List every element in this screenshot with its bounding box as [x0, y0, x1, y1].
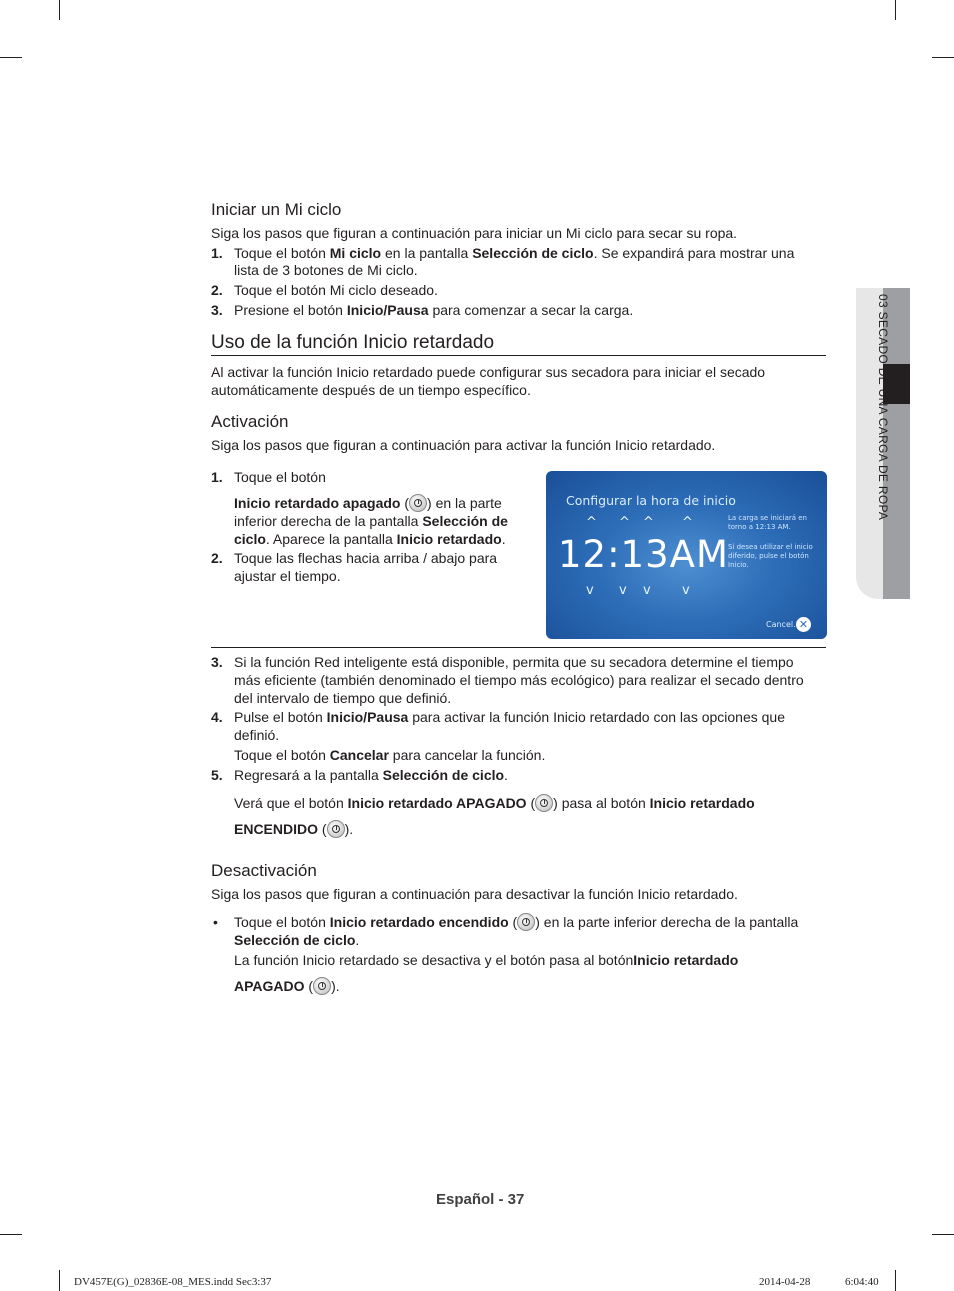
- list-text: Si la función Red inteligente está disponible, permita que su secadora determine el tiempo: [234, 654, 794, 670]
- list-text: Toque el botón Mi ciclo en la pantalla Selección de ciclo. Se expandirá para mostrar una: [234, 245, 795, 261]
- up-arrow-icon: ^: [682, 515, 693, 530]
- list-text: ENCENDIDO ( ).: [234, 821, 354, 837]
- paragraph: Siga los pasos que figuran a continuación para iniciar un Mi ciclo para secar su ropa.: [211, 225, 738, 241]
- list-item: [211, 913, 831, 1003]
- screen-time: 12:13AM: [558, 533, 729, 576]
- crop-mark: [59, 0, 60, 20]
- crop-mark: [0, 57, 22, 58]
- page-number: Español - 37: [436, 1191, 525, 1208]
- list-text: ajustar el tiempo.: [234, 568, 341, 584]
- section-heading-desactivacion: Desactivación: [211, 861, 317, 880]
- list-item: [211, 653, 831, 709]
- list-text: Selección de ciclo.: [234, 932, 360, 948]
- list-text: Toque el botón Mi ciclo deseado.: [234, 282, 438, 298]
- crop-mark: [932, 1234, 954, 1235]
- paragraph: Siga los pasos que figuran a continuación para activar la función Inicio retardado.: [211, 437, 716, 453]
- screen-cancel-label: Cancel.: [766, 620, 796, 629]
- down-arrow-icon: v: [643, 583, 651, 598]
- list-text: Regresará a la pantalla Selección de ciclo.: [234, 767, 508, 783]
- list-number: 2.: [211, 550, 223, 566]
- list-text: ciclo. Aparece la pantalla Inicio retardado.: [234, 531, 506, 547]
- file-time: 6:04:40: [845, 1276, 879, 1288]
- list-text: definió.: [234, 727, 280, 743]
- file-date: 2014-04-28: [759, 1276, 811, 1288]
- list-item: [211, 244, 831, 284]
- screen-note: La carga se iniciará en torno a 12:13 AM.: [728, 514, 807, 531]
- delay-start-on-icon: [327, 820, 345, 838]
- crop-mark: [895, 1270, 896, 1291]
- paragraph: automáticamente después de un tiempo específico.: [211, 382, 531, 398]
- list-item: [211, 301, 811, 319]
- list-text: Toque el botón: [234, 469, 326, 485]
- list-text: Toque el botón Cancelar para cancelar la función.: [234, 747, 546, 763]
- paragraph: Siga los pasos que figuran a continuación para desactivar la función Inicio retardado.: [211, 886, 738, 902]
- list-text: lista de 3 botones de Mi ciclo.: [234, 262, 418, 278]
- delay-start-off-icon: [313, 977, 331, 995]
- list-text: Presione el botón Inicio/Pausa para comenzar a secar la carga.: [234, 302, 634, 318]
- delay-start-on-icon: [517, 913, 535, 931]
- list-text: Verá que el botón Inicio retardado APAGADO ( ) pasa al botón Inicio retardado: [234, 795, 755, 811]
- list-item: [211, 766, 831, 842]
- screen-note: Si desea utilizar el inicio diferido, pulse el botón Inicio.: [728, 543, 813, 569]
- down-arrow-icon: v: [682, 583, 690, 598]
- crop-mark: [895, 0, 896, 20]
- list-number: 5.: [211, 767, 223, 783]
- delay-start-screen-image: [546, 471, 827, 639]
- list-text: Pulse el botón Inicio/Pausa para activar la función Inicio retardado con las opciones que: [234, 709, 786, 725]
- list-text: más eficiente (también denominado el tiempo más ecológico) para realizar el secado dentro: [234, 672, 804, 688]
- section-heading-mi-ciclo: Iniciar un Mi ciclo: [211, 200, 342, 219]
- section-rule: [211, 647, 826, 648]
- up-arrow-icon: ^: [619, 515, 630, 530]
- list-text: APAGADO ( ).: [234, 978, 340, 994]
- list-item: [211, 549, 531, 589]
- list-number: 3.: [211, 654, 223, 670]
- crop-mark: [932, 57, 954, 58]
- screen-title: Configurar la hora de inicio: [566, 493, 736, 508]
- delay-start-off-icon: [535, 794, 553, 812]
- up-arrow-icon: ^: [586, 515, 597, 530]
- list-item: [211, 708, 831, 766]
- list-text: Toque las flechas hacia arriba / abajo para: [234, 550, 498, 566]
- section-heading-inicio-retardado: Uso de la función Inicio retardado: [211, 332, 495, 353]
- list-text: inferior derecha de la pantalla Selección de: [234, 513, 508, 529]
- list-text: Inicio retardado apagado ( ) en la parte: [234, 495, 502, 511]
- list-text: La función Inicio retardado se desactiva y el botón pasa al botónInicio retardado: [234, 952, 739, 968]
- list-item: [211, 281, 811, 299]
- list-number: 3.: [211, 302, 223, 318]
- list-text: Toque el botón Inicio retardado encendido ( ) en la parte inferior derecha de la pantalla: [234, 914, 799, 930]
- close-icon: ✕: [796, 617, 811, 632]
- crop-mark: [59, 1270, 60, 1291]
- delay-start-off-icon: [409, 494, 427, 512]
- list-number: 1.: [211, 469, 223, 485]
- chapter-tab-label: 03 SECADO DE UNA CARGA DE ROPA: [876, 294, 890, 521]
- list-number: 1.: [211, 245, 223, 261]
- section-heading-activacion: Activación: [211, 412, 289, 431]
- down-arrow-icon: v: [586, 583, 594, 598]
- up-arrow-icon: ^: [643, 515, 654, 530]
- crop-mark: [0, 1234, 22, 1235]
- list-text: del intervalo de tiempo que definió.: [234, 690, 452, 706]
- down-arrow-icon: v: [619, 583, 627, 598]
- file-slug: DV457E(G)_02836E-08_MES.indd Sec3:37: [74, 1276, 272, 1288]
- list-number: 2.: [211, 282, 223, 298]
- paragraph: Al activar la función Inicio retardado puede configurar sus secadora para iniciar el secado: [211, 364, 766, 380]
- heading-rule: [211, 355, 826, 356]
- list-number: 4.: [211, 709, 223, 725]
- bullet: •: [213, 914, 218, 930]
